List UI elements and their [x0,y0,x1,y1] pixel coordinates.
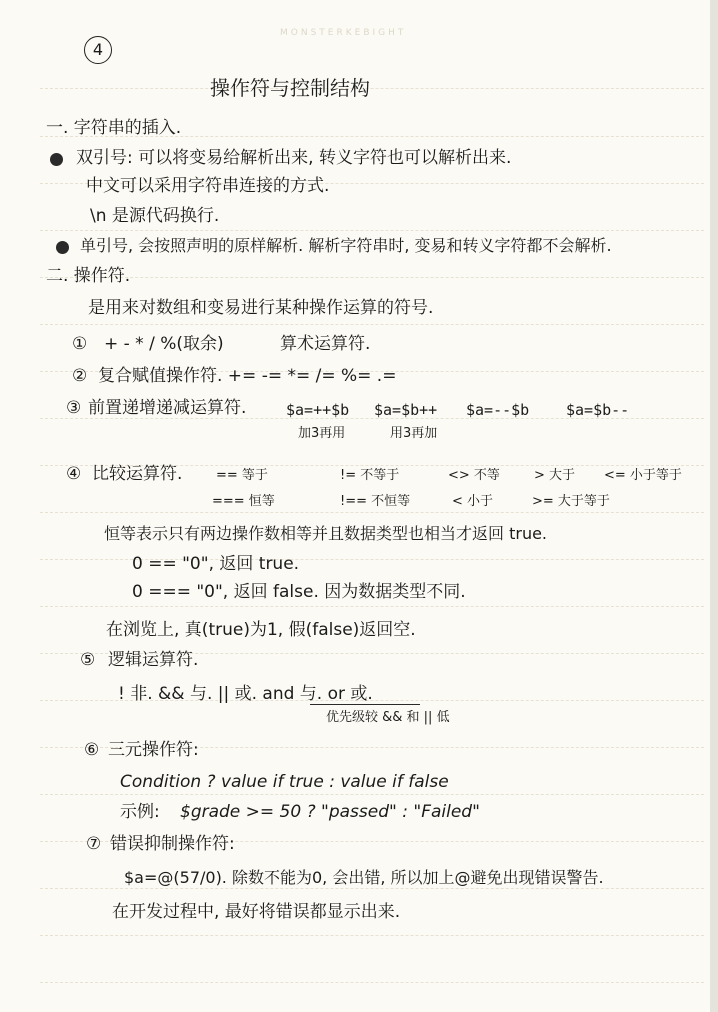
cmp-not-identical: !== 不恒等 [340,494,411,509]
ruled-line [40,888,704,889]
ternary-heading: 三元操作符: [108,740,199,760]
item-6-number: ⑥ [84,740,100,760]
logic-operators: ! 非. && 与. || 或. and 与. or 或. [118,684,373,704]
cmp-less: < 小于 [452,494,494,509]
section-2-heading: 二. 操作符. [46,266,131,286]
error-note-1: $a=@(57/0). 除数不能为0, 会出错, 所以加上@避免出现错误警告. [124,868,604,887]
error-heading: 错误抑制操作符: [110,834,235,854]
item-5-number: ⑤ [80,650,96,670]
logic-priority-note: 优先级较 && 和 || 低 [326,710,450,725]
cmp-not-equal: != 不等于 [340,468,400,483]
cmp-greater: > 大于 [534,468,576,483]
post-increment-code: $a=$b++ [374,401,438,419]
ruled-line [40,277,704,278]
page-title: 操作符与控制结构 [210,76,370,100]
post-decrement-code: $a=$b-- [566,401,630,419]
pre-increment-note: 加3再用 [298,426,346,441]
page-edge [710,0,718,1012]
pre-increment-code: $a=++$b [286,401,350,419]
compound-assignment: 复合赋值操作符. += -= *= /= %= .= [98,366,397,386]
identity-note: 恒等表示只有两边操作数相等并且数据类型也相当才返回 true. [104,524,548,543]
logic-heading: 逻辑运算符. [108,650,199,670]
page-number: 4 [84,36,112,64]
ternary-syntax: Condition ? value if true : value if false [120,772,449,792]
ruled-line [40,324,704,325]
ruled-line [40,794,704,795]
arithmetic-note: 算术运算符. [280,334,371,354]
comparison-heading: 比较运算符. [92,464,183,484]
bullet-icon [50,153,63,166]
cmp-diamond: <> 不等 [448,468,500,483]
increment-operators: 前置递增递减运算符. [88,398,247,418]
ruled-line [40,935,704,936]
item-4-number: ④ [66,464,82,484]
section-1-heading: 一. 字符串的插入. [46,118,182,138]
double-quote-note-2: 中文可以采用字符串连接的方式. [86,176,330,196]
underline [310,704,420,705]
ternary-example: $grade >= 50 ? "passed" : "Failed" [180,802,480,822]
error-note-2: 在开发过程中, 最好将错误都显示出来. [112,902,401,922]
ruled-line [40,230,704,231]
cmp-greater-equal: >= 大于等于 [532,494,610,509]
ruled-line [40,512,704,513]
item-1-number: ① [72,334,88,354]
item-7-number: ⑦ [86,834,102,854]
ruled-line [40,88,704,89]
cmp-less-equal: <= 小于等于 [604,468,682,483]
example-1: 0 == "0", 返回 true. [132,554,300,574]
newline-note: \n 是源代码换行. [90,206,220,226]
single-quote-note: 单引号, 会按照声明的原样解析. 解析字符串时, 变易和转义字符都不会解析. [80,236,612,255]
ternary-example-label: 示例: [120,802,160,822]
post-increment-note: 用3再加 [390,426,438,441]
double-quote-note: 双引号: 可以将变易给解析出来, 转义字符也可以解析出来. [76,148,512,168]
header-watermark: MONSTERKEBIGHT [280,28,407,38]
pre-decrement-code: $a=--$b [466,401,530,419]
item-3-number: ③ [66,398,82,418]
example-2: 0 === "0", 返回 false. 因为数据类型不同. [132,582,466,602]
arithmetic-operators: + - * / %(取余) [104,334,224,354]
cmp-identical: === 恒等 [212,494,275,509]
browser-note: 在浏览上, 真(true)为1, 假(false)返回空. [106,620,416,640]
bullet-icon [56,241,69,254]
item-2-number: ② [72,366,88,386]
ruled-line [40,606,704,607]
cmp-equal: == 等于 [216,468,268,483]
operators-intro: 是用来对数组和变易进行某种操作运算的符号. [88,298,434,318]
ruled-line [40,982,704,983]
